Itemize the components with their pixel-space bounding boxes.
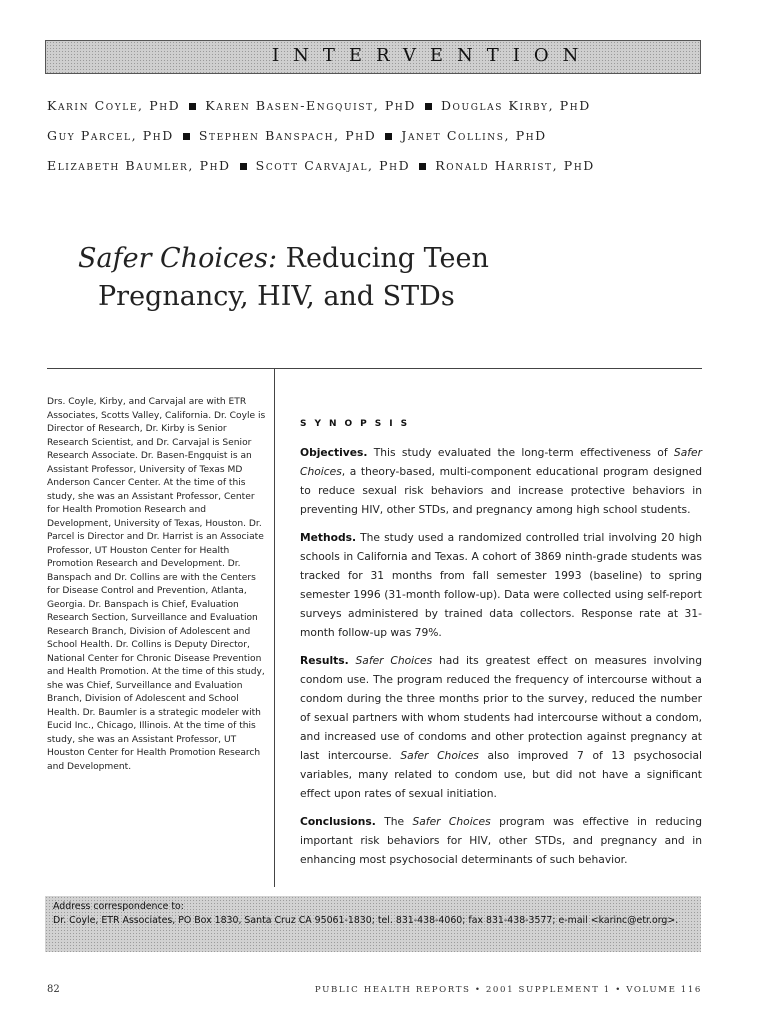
title-part: Reducing Teen — [277, 243, 489, 274]
separator-square-icon — [183, 133, 190, 140]
title-italic-part: Safer Choices: — [78, 243, 278, 274]
author-name: Scott Carvajal, PhD — [255, 158, 411, 173]
journal-footer: PUBLIC HEALTH REPORTS • 2001 SUPPLEMENT 1 • VOLUME 116 — [314, 985, 702, 995]
separator-square-icon — [425, 103, 432, 110]
program-name: Safer Choices — [400, 749, 479, 762]
paragraph-text: also improved 7 of 13 psychosocial variables, many related to condom use, but did not have a significant effect upon rates of sexual initiation. — [300, 749, 702, 800]
section-title: INTERVENTION — [272, 45, 593, 66]
author-line-3 — [47, 158, 727, 188]
correspondence-label: Address correspondence to: — [53, 901, 184, 912]
article-title — [78, 240, 638, 316]
author-line-2 — [47, 128, 727, 158]
author-list — [47, 98, 727, 188]
methods-paragraph — [300, 528, 702, 642]
correspondence-text: Dr. Coyle, ETR Associates, PO Box 1830, Santa Cruz CA 95061-1830; tel. 831-438-4060; fax 831-438-3577; e-mail <karinc@etr.org>. — [53, 914, 679, 926]
conclusions-paragraph — [300, 812, 702, 869]
separator-square-icon — [419, 163, 426, 170]
page-number: 82 — [47, 984, 60, 995]
synopsis-body — [300, 443, 702, 878]
paragraph-text: had its greatest effect on measures involving condom use. The program reduced the frequency of intercourse without a condom during the three months prior to the survey, reduced the number of sexual partners with whom students had intercourse without a condom, and increased use of condoms and other protection against pregnancy at last intercourse. — [300, 654, 702, 762]
author-name: Ronald Harrist, PhD — [435, 158, 595, 173]
paragraph-text: The — [375, 815, 413, 828]
paragraph-text: program was effective in reducing important risk behaviors for HIV, other STDs, and pregnancy and in enhancing most psychosocial determinants of such behavior. — [300, 815, 702, 866]
program-name: Safer Choices — [300, 446, 702, 478]
column-divider — [274, 369, 275, 887]
paragraph-label: Conclusions. — [300, 815, 376, 828]
author-affiliations: Drs. Coyle, Kirby, and Carvajal are with ETR Associates, Scotts Valley, California. Dr. Coyle is Director of Research, Dr. Kirby is Senior Research Scientist, and Dr. Carvajal is Senior Research Associate. Dr. Basen-Engquist is an Assistant Professor, University of Texas MD Anderson Cancer Center. At the time of this study, she was an Assistant Professor, Center for Health Promotion Research and Development, University of Texas, Houston. Dr. Parcel is Director and Dr. Harrist is an Associate Professor, UT Houston Center for Health Promotion Research and Development. Dr. Banspach and Dr. Collins are with the Centers for Disease Control and Prevention, Atlanta, Georgia. Dr. Banspach is Chief, Evaluation Research Section, Surveillance and Evaluation Research Branch, Division of Adolescent and School Health. Dr. Collins is Deputy Director, National Center for Chronic Disease Prevention and Health Promotion. At the time of this study, she was Chief, Surveillance and Evaluation Branch, Division of Adolescent and School Health. Dr. Baumler is a strategic modeler with Eucid Inc., Chicago, Illinois. At the time of this study, she was an Assistant Professor, UT Houston Center for Health Promotion Research and Development. — [47, 397, 266, 772]
author-name: Janet Collins, PhD — [401, 128, 547, 143]
section-banner — [45, 40, 701, 74]
author-name: Douglas Kirby, PhD — [440, 98, 591, 113]
synopsis-heading: SYNOPSIS — [300, 419, 416, 429]
author-line-1 — [47, 98, 727, 128]
separator-square-icon — [385, 133, 392, 140]
separator-square-icon — [189, 103, 196, 110]
author-name: Guy Parcel, PhD — [47, 128, 174, 143]
paragraph-label: Objectives. — [300, 446, 368, 459]
objectives-paragraph — [300, 443, 702, 519]
title-line-2: Pregnancy, HIV, and STDs — [98, 281, 455, 312]
program-name: Safer Choices — [412, 815, 491, 828]
program-name: Safer Choices — [355, 654, 433, 667]
paragraph-label: Methods. — [300, 531, 357, 544]
author-name: Stephen Banspach, PhD — [198, 128, 377, 143]
separator-square-icon — [240, 163, 247, 170]
paragraph-text: This study evaluated the long-term effectiveness of — [367, 446, 674, 459]
results-paragraph — [300, 651, 702, 803]
author-name: Elizabeth Baumler, PhD — [47, 158, 231, 173]
author-name: Karen Basen-Engquist, PhD — [205, 98, 416, 113]
paragraph-text: The study used a randomized controlled trial involving 20 high schools in California and Texas. A cohort of 3869 ninth-grade students was tracked for 31 months from fall semester 1993 (baseline) to spring semester 1996 (31-month follow-up). Data were collected using self-report surveys administered by trained data collectors. Response rate at 31-month follow-up was 79%. — [300, 531, 702, 639]
paragraph-label: Results. — [300, 654, 349, 667]
correspondence-box — [45, 896, 701, 952]
paragraph-text: , a theory-based, multi-component educational program designed to reduce sexual risk behaviors and increase protective behaviors in preventing HIV, other STDs, and pregnancy among high school students. — [300, 465, 702, 516]
horizontal-divider — [47, 368, 702, 369]
author-name: Karin Coyle, PhD — [47, 98, 181, 113]
